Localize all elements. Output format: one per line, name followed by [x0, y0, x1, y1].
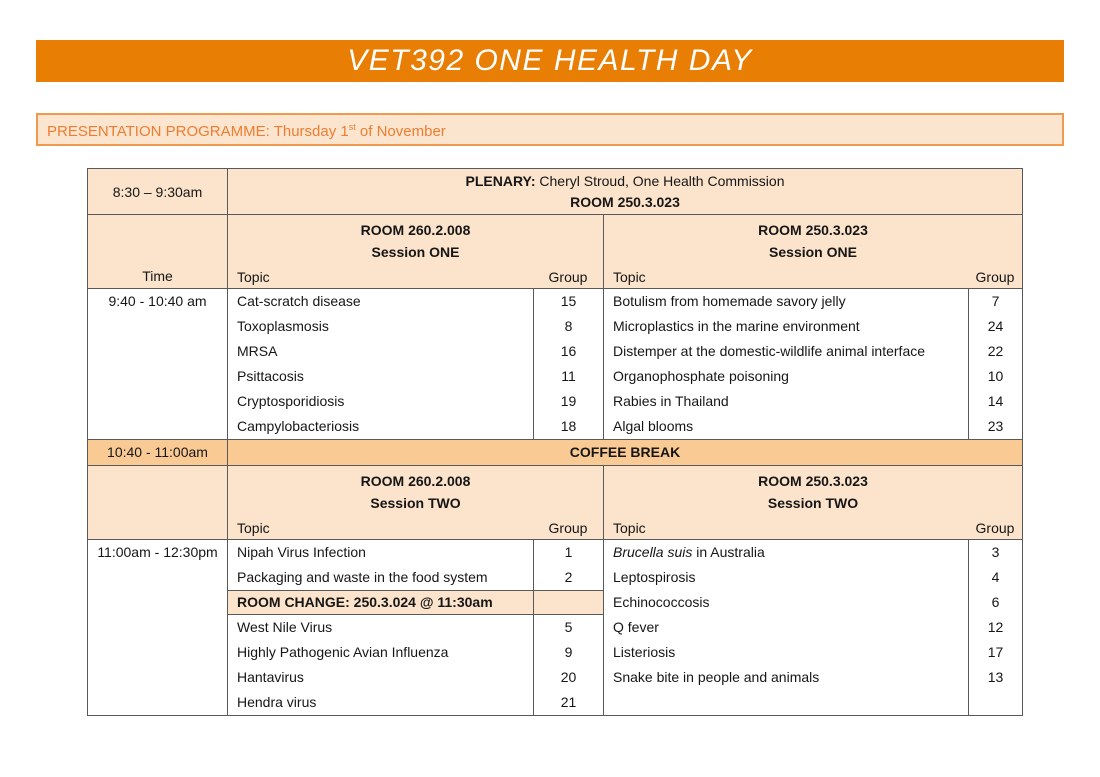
group-cell: 7	[991, 293, 1000, 309]
topic-column-header: Topic	[237, 268, 270, 285]
session-two-time-cell: 11:00am - 12:30pm	[88, 540, 228, 715]
topic-cell: Organophosphate poisoning	[613, 368, 789, 384]
group-cell: 21	[560, 694, 577, 710]
topic-cell: Q fever	[613, 619, 659, 635]
room-header-left	[228, 215, 603, 265]
programme-header	[36, 113, 1064, 146]
topic-cell: Packaging and waste in the food system	[237, 569, 488, 585]
topic-column-header: Topic	[613, 268, 646, 285]
group-cell: 11	[561, 368, 576, 384]
room-number: ROOM 250.3.023	[758, 222, 868, 238]
topic-cell-empty	[604, 690, 968, 715]
topic-cell: Listeriosis	[613, 644, 676, 660]
session-one-header-row	[88, 215, 1022, 289]
topic-list	[604, 540, 968, 715]
session-one-left-section	[228, 289, 604, 439]
topic-cell: Highly Pathogenic Avian Influenza	[237, 644, 449, 660]
session-label: Session ONE	[769, 244, 857, 260]
room-number: ROOM 250.3.023	[758, 473, 868, 489]
topic-cell: Snake bite in people and animals	[613, 669, 820, 685]
topic-cell: Distemper at the domestic-wildlife animal interface	[613, 343, 926, 359]
topic-cell: Botulism from homemade savory jelly	[613, 293, 846, 309]
session-label: Session TWO	[370, 495, 461, 511]
group-cell: 1	[564, 544, 573, 560]
session-two-right-section	[604, 540, 1022, 715]
topic-column-header: Topic	[613, 519, 646, 536]
plenary-speaker: Cheryl Stroud, One Health Commission	[535, 172, 785, 189]
ordinal-superscript: st	[348, 122, 356, 132]
plenary-time-cell: 8:30 – 9:30am	[88, 169, 228, 214]
topic-cell: Algal blooms	[613, 418, 694, 434]
topic-column-header: Topic	[237, 519, 270, 536]
room-header-left	[228, 466, 603, 516]
session-one-data-row	[88, 289, 1022, 440]
topic-cell: Echinococcosis	[613, 594, 710, 610]
plenary-cell	[228, 169, 1022, 214]
room-header-right	[604, 215, 1022, 265]
programme-header-text: PRESENTATION PROGRAMME: Thursday 1	[47, 123, 349, 140]
column-header-left	[228, 516, 603, 539]
group-column-header: Group	[975, 268, 1015, 285]
session-label: Session ONE	[371, 244, 460, 260]
group-cell: 8	[564, 318, 573, 334]
programme-table	[87, 168, 1023, 716]
column-header-left	[228, 265, 603, 288]
topic-cell: Cryptosporidiosis	[237, 393, 345, 409]
group-list	[968, 289, 1022, 439]
topic-cell: Hendra virus	[237, 694, 317, 710]
topic-cell: Leptospirosis	[613, 569, 696, 585]
topic-list	[228, 289, 533, 439]
topic-cell: Psittacosis	[237, 368, 304, 384]
column-header-right	[604, 516, 1022, 539]
topic-cell: Microplastics in the marine environment	[613, 318, 860, 334]
group-list	[968, 540, 1022, 715]
room-change-cell: ROOM CHANGE: 250.3.024 @ 11:30am	[228, 590, 533, 615]
session-two-right-header	[604, 466, 1022, 539]
topic-cell: Rabies in Thailand	[613, 393, 729, 409]
group-cell: 2	[564, 569, 573, 585]
group-cell: 6	[991, 594, 1000, 610]
group-column-header: Group	[548, 268, 588, 285]
group-column-header: Group	[975, 519, 1015, 536]
group-cell: 16	[560, 343, 577, 359]
room-header-right	[604, 466, 1022, 516]
coffee-break-row	[88, 440, 1022, 466]
session-two-left-section	[228, 540, 604, 715]
session-two-left-header	[228, 466, 604, 539]
plenary-row	[88, 169, 1022, 215]
topic-cell: MRSA	[237, 343, 278, 359]
plenary-title-line	[228, 171, 1022, 192]
session-one-time-cell: 9:40 - 10:40 am	[88, 289, 228, 439]
topic-list	[604, 289, 968, 439]
topic-list	[228, 540, 533, 715]
group-cell: 17	[987, 644, 1004, 660]
group-cell: 24	[987, 318, 1004, 334]
programme-header-rest: of November	[355, 123, 446, 140]
group-cell: 3	[991, 544, 1000, 560]
group-cell: 10	[987, 368, 1004, 384]
topic-cell: Cat-scratch disease	[237, 293, 361, 309]
time-column-header: Time	[88, 215, 228, 288]
event-title: VET392 ONE HEALTH DAY	[347, 44, 753, 77]
group-column-header: Group	[548, 519, 588, 536]
coffee-break-time-cell: 10:40 - 11:00am	[88, 440, 228, 465]
group-list	[533, 540, 603, 715]
room-change-group-cell	[534, 590, 603, 615]
room-number: ROOM 260.2.008	[360, 222, 471, 238]
plenary-label: PLENARY:	[465, 172, 536, 189]
column-header-right	[604, 265, 1022, 288]
topic-cell: West Nile Virus	[237, 619, 333, 635]
group-cell: 18	[560, 418, 577, 434]
group-cell: 4	[991, 569, 1000, 585]
species-name-italic: Brucella suis	[613, 544, 693, 560]
group-cell: 14	[987, 393, 1004, 409]
group-cell: 23	[987, 418, 1004, 434]
session-label: Session TWO	[767, 495, 859, 511]
empty-time-header-cell	[88, 466, 228, 539]
group-list	[533, 289, 603, 439]
coffee-break-cell: COFFEE BREAK	[228, 440, 1022, 465]
group-cell: 12	[987, 619, 1004, 635]
topic-cell: Brucella suis in Australia	[613, 544, 765, 560]
session-one-right-header	[604, 215, 1022, 288]
group-cell: 5	[564, 619, 573, 635]
title-banner	[36, 40, 1064, 82]
session-two-data-row	[88, 540, 1022, 715]
group-cell: 19	[560, 393, 577, 409]
group-cell: 20	[560, 669, 577, 685]
room-number: ROOM 260.2.008	[360, 473, 471, 489]
topic-cell: Hantavirus	[237, 669, 304, 685]
group-cell: 15	[560, 293, 577, 309]
session-one-right-section	[604, 289, 1022, 439]
topic-cell: Toxoplasmosis	[237, 318, 329, 334]
plenary-room: ROOM 250.3.023	[570, 193, 680, 210]
session-one-left-header	[228, 215, 604, 288]
group-cell: 22	[987, 343, 1004, 359]
group-cell: 13	[987, 669, 1004, 685]
session-two-header-row	[88, 466, 1022, 540]
topic-cell: Campylobacteriosis	[237, 418, 360, 434]
topic-cell: Nipah Virus Infection	[237, 544, 366, 560]
group-cell-empty	[969, 690, 1022, 715]
group-cell: 9	[564, 644, 573, 660]
